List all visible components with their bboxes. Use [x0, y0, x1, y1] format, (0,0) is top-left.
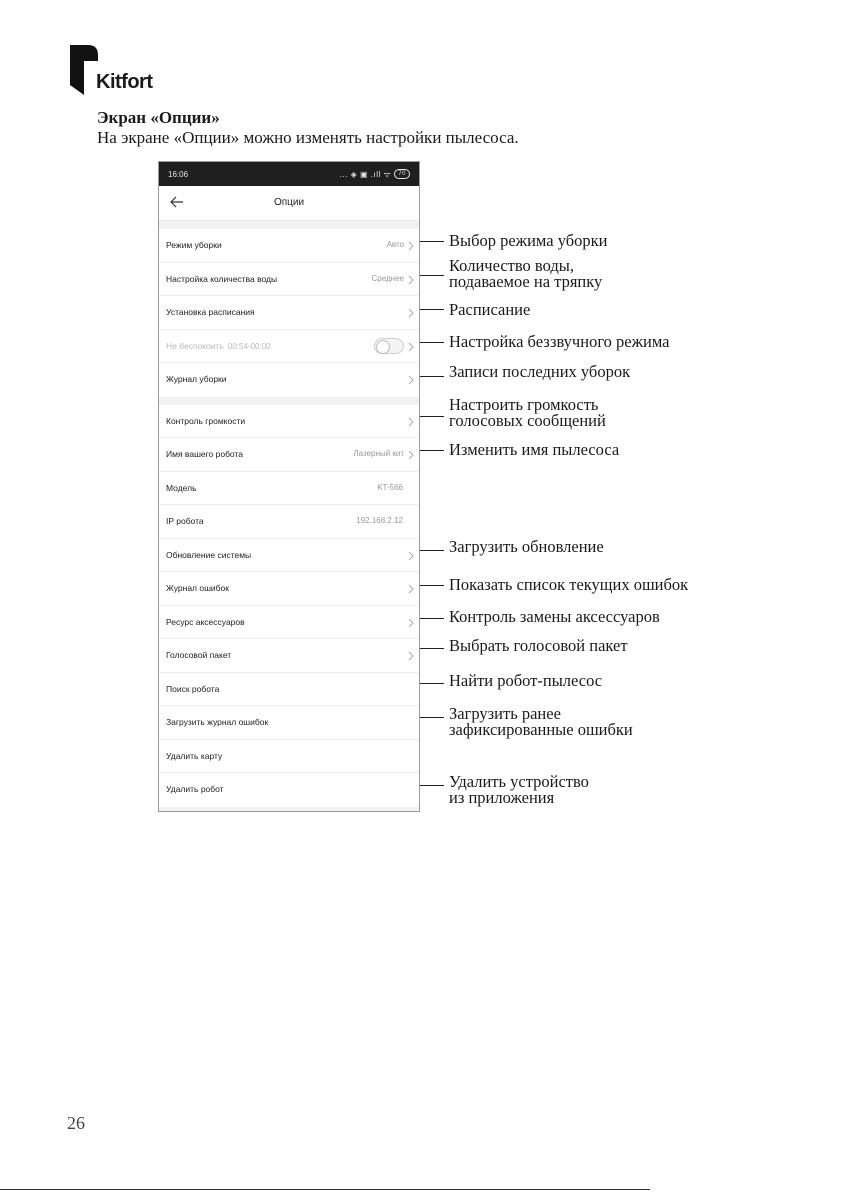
- callout-line: [420, 618, 444, 619]
- chevron-right-icon: [408, 375, 414, 385]
- settings-row-title: Загрузить журнал ошибок: [166, 717, 269, 727]
- chevron-right-icon: [408, 651, 414, 661]
- settings-row[interactable]: [159, 296, 419, 330]
- settings-row[interactable]: [159, 639, 419, 673]
- callout-line: [420, 648, 444, 649]
- settings-row[interactable]: [159, 229, 419, 263]
- settings-row-title: Ресурс аксессуаров: [166, 616, 245, 627]
- settings-row-label: [166, 583, 229, 593]
- settings-row-label: [166, 341, 271, 351]
- kitfort-logo: [70, 45, 170, 100]
- section-heading: Экран «Опции»: [97, 108, 220, 127]
- settings-row-title: Настройка количества воды: [166, 273, 278, 284]
- phone-screenshot: [158, 161, 420, 812]
- settings-row-label: [166, 617, 245, 627]
- callout-line: [420, 683, 444, 684]
- app-bar: [159, 186, 419, 221]
- settings-row-label: [166, 516, 204, 526]
- settings-row-title: Удалить робот: [166, 784, 224, 794]
- callout-line-text: Выбор режима уборки: [449, 231, 608, 250]
- chevron-right-icon: [408, 275, 414, 285]
- status-time: 16:06: [168, 169, 189, 179]
- callout-line: [420, 275, 444, 276]
- settings-row-label: [166, 751, 222, 761]
- callout-line-text: Изменить имя пылесоса: [449, 440, 620, 459]
- callout-text: [449, 334, 670, 350]
- callout-text: [449, 539, 604, 555]
- chevron-right-icon: [408, 450, 414, 460]
- settings-row-title: Журнал уборки: [166, 374, 227, 384]
- settings-row[interactable]: [159, 773, 419, 807]
- settings-row-title: Имя вашего робота: [166, 449, 244, 459]
- kitfort-logo-mark: [70, 45, 98, 95]
- callout-text: [449, 364, 630, 380]
- settings-row-label: [166, 307, 255, 317]
- chevron-right-icon: [408, 417, 414, 427]
- settings-row-title: Режим уборки: [166, 240, 222, 250]
- screen-title: Опции: [273, 197, 305, 208]
- callout-text: [449, 638, 628, 654]
- callout-line-text: Настройка беззвучного режима: [449, 332, 670, 351]
- callout-text: [449, 397, 606, 429]
- chevron-right-icon: [408, 342, 414, 352]
- callout-text: [449, 577, 688, 593]
- callout-line-text: Контроль замены аксессуаров: [449, 607, 660, 626]
- toggle-knob: [376, 340, 390, 354]
- callout-line: [420, 376, 444, 377]
- settings-row-label: [166, 416, 245, 426]
- callout-line-text: зафиксированные ошибки: [449, 720, 633, 739]
- settings-row[interactable]: [159, 472, 419, 506]
- settings-row-title: Поиск робота: [166, 683, 220, 694]
- callout-line-text: Загрузить обновление: [449, 537, 604, 556]
- settings-group: [159, 229, 419, 397]
- settings-row[interactable]: [159, 330, 419, 364]
- callout-line-text: Настроить громкость: [449, 395, 599, 414]
- callout-line-text: Показать список текущих ошибок: [449, 575, 689, 594]
- callout-line-text: Найти робот-пылесос: [449, 671, 603, 690]
- settings-row-value: Авто: [386, 240, 404, 249]
- page-number: 26: [67, 1113, 85, 1133]
- settings-row-label: [166, 483, 197, 493]
- settings-row-label: [166, 717, 268, 727]
- callout-text: [449, 233, 607, 249]
- settings-row-value: KT-566: [377, 482, 403, 492]
- chevron-right-icon: [408, 241, 414, 251]
- battery-icon: 70: [394, 169, 410, 179]
- group-spacer: [159, 221, 419, 229]
- settings-row-title: Обновление системы: [166, 549, 252, 560]
- callout-line: [420, 241, 444, 242]
- callout-line-text: из приложения: [449, 788, 555, 807]
- intro-text: На экране «Опции» можно изменять настройки пылесоса.: [97, 128, 519, 147]
- callout-text: [449, 673, 602, 689]
- callout-text: [449, 609, 660, 625]
- settings-list: [159, 221, 419, 807]
- settings-row-title: Не беспокоить: [166, 340, 224, 351]
- callout-line: [420, 416, 444, 417]
- brand-name: Kitfort: [96, 71, 153, 93]
- callout-text: [449, 774, 589, 806]
- callout-line: [420, 342, 444, 343]
- settings-row-label: [166, 274, 277, 284]
- bottom-rule: [0, 1189, 650, 1190]
- settings-row[interactable]: [159, 539, 419, 573]
- settings-row-title: Удалить карту: [166, 750, 223, 761]
- status-bar: [159, 162, 419, 186]
- callout-text: [449, 706, 633, 738]
- settings-row-label: [166, 650, 231, 660]
- settings-row-label: [166, 240, 222, 250]
- callout-line-text: голосовых сообщений: [449, 411, 606, 430]
- callout-line: [420, 585, 444, 586]
- settings-row-sub: 00:54-00:00: [227, 341, 271, 351]
- callout-line: [420, 550, 444, 551]
- settings-row-title: IP робота: [166, 516, 204, 526]
- settings-row[interactable]: [159, 438, 419, 472]
- settings-row[interactable]: [159, 740, 419, 774]
- callout-line: [420, 309, 444, 310]
- callout-line-text: Расписание: [449, 300, 531, 319]
- settings-row[interactable]: [159, 673, 419, 707]
- signal-icons: ... ◈ ▣ .ıll ᯤ: [339, 169, 392, 179]
- do-not-disturb-toggle[interactable]: [374, 338, 404, 354]
- callout-line-text: Выбрать голосовой пакет: [449, 636, 628, 655]
- callout-text: [449, 442, 619, 458]
- settings-row[interactable]: [159, 505, 419, 539]
- group-spacer: [159, 397, 419, 405]
- settings-row-label: [166, 784, 224, 794]
- settings-row-title: Модель: [166, 482, 197, 493]
- callout-line: [420, 717, 444, 718]
- callout-text: [449, 258, 602, 290]
- settings-row-title: Журнал ошибок: [166, 583, 229, 593]
- chevron-right-icon: [408, 584, 414, 594]
- settings-row[interactable]: [159, 706, 419, 740]
- chevron-right-icon: [408, 308, 414, 318]
- settings-row[interactable]: [159, 572, 419, 606]
- callout-text: [449, 302, 530, 318]
- callout-line-text: Записи последних уборок: [449, 362, 631, 381]
- chevron-right-icon: [408, 551, 414, 561]
- settings-row-value: Лазерный кит: [353, 449, 404, 458]
- settings-row-label: [166, 550, 251, 560]
- callout-line-text: Удалить устройство: [449, 772, 589, 791]
- callout-line-text: Загрузить ранее: [449, 704, 561, 723]
- settings-row-label: [166, 449, 243, 459]
- settings-group: [159, 405, 419, 807]
- settings-row-title: Контроль громкости: [166, 415, 246, 426]
- settings-row[interactable]: [159, 405, 419, 439]
- callout-line-text: Количество воды,: [449, 256, 574, 275]
- settings-row-label: [166, 374, 227, 384]
- settings-row-label: [166, 684, 219, 694]
- callout-line: [420, 450, 444, 451]
- settings-row-title: Установка расписания: [166, 307, 255, 317]
- status-icons: [340, 169, 410, 180]
- settings-row-value: Среднее: [371, 273, 404, 283]
- chevron-right-icon: [408, 618, 414, 628]
- settings-row[interactable]: [159, 606, 419, 640]
- callout-line-text: подаваемое на тряпку: [449, 272, 603, 291]
- settings-row-title: Голосовой пакет: [166, 650, 232, 660]
- settings-row[interactable]: [159, 263, 419, 297]
- settings-row-value: 192.168.2.12: [356, 516, 403, 525]
- callout-line: [420, 785, 444, 786]
- settings-row[interactable]: [159, 363, 419, 397]
